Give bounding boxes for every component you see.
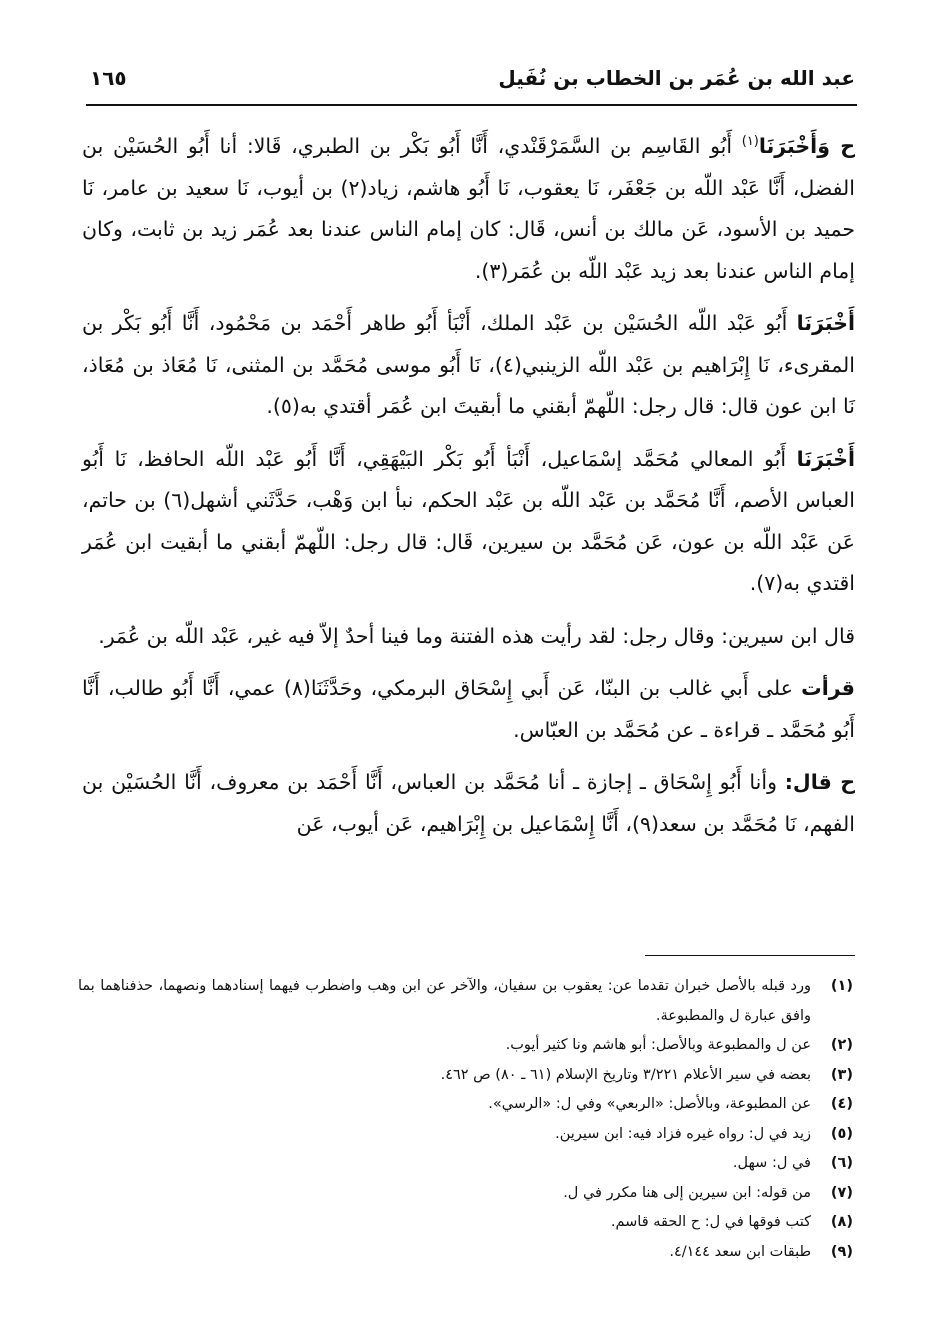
footnote-text: زيد في ل: رواه غيره فزاد فيه: ابن سيرين. bbox=[555, 1125, 811, 1142]
footnote bbox=[78, 1061, 853, 1091]
paragraph bbox=[82, 668, 855, 751]
paragraph bbox=[82, 303, 855, 428]
paragraph bbox=[82, 126, 855, 292]
footnote-number: (٤) bbox=[830, 1096, 853, 1112]
paragraph-text: وأنا أَبُو إِسْحَاق ـ إجازة ـ أنا مُحَمَّد بن العباس، أَنَّا أَحْمَد بن معروف، أَنَّا الحُسَيْن بن الفهم، نَا مُحَمَّد بن سعد(٩)، أَنَّا إِسْمَاعيل بن إِبْرَاهيم، عَن أيوب، عَن bbox=[82, 770, 855, 836]
footnote-text: كتب فوقها في ل: ح الحقه قاسم. bbox=[610, 1214, 811, 1230]
footnote-number: (٥) bbox=[830, 1125, 853, 1142]
footnote-number: (٣) bbox=[830, 1066, 853, 1083]
footnote bbox=[78, 1238, 853, 1268]
footnote-text: عن ل والمطبوعة وبالأصل: أبو هاشم ونا كثير أيوب. bbox=[505, 1037, 811, 1053]
footnote-separator bbox=[645, 955, 855, 956]
paragraph-text: على أَبي غالب بن البنّا، عَن أَبي إِسْحَاق البرمكي، وحَدَّثَنَا(٨) عمي، أَنَّا أَبُو طالب، أَنَّا أَبُو مُحَمَّد ـ قراءة ـ عن مُحَمَّد بن العبّاس. bbox=[82, 676, 855, 742]
footnote bbox=[78, 1179, 853, 1209]
footnote bbox=[78, 1208, 853, 1238]
footnotes bbox=[78, 972, 853, 1267]
paragraph bbox=[82, 616, 855, 658]
paragraph-text: قال ابن سيرين: وقال رجل: لقد رأيت هذه الفتنة وما فينا أحدٌ إلاّ فيه غير، عَبْد اللّه بن عُمَر. bbox=[98, 623, 855, 648]
footnote-number: (٧) bbox=[830, 1184, 853, 1201]
footnote-number: (٢) bbox=[830, 1037, 853, 1053]
footnote bbox=[78, 972, 853, 1031]
paragraph bbox=[82, 439, 855, 605]
running-title: عبد الله بن عُمَر بن الخطاب بن نُفَيل bbox=[498, 66, 855, 90]
footnote-ref[interactable]: (١) bbox=[741, 134, 759, 150]
page-number: ١٦٥ bbox=[90, 66, 127, 90]
footnote bbox=[78, 1031, 853, 1061]
footnote bbox=[78, 1120, 853, 1150]
footnote-text: عن المطبوعة، وبالأصل: «الربعي» وفي ل: «الرسي». bbox=[488, 1096, 811, 1112]
paragraph-text: أَبُو عَبْد اللّه الحُسَيْن بن عَبْد الملك، أَنْبَأ أَبُو طاهر أَحْمَد بن مَحْمُود، أَنَّا أَبُو بَكْر بن المقرىء، نَا إِبْرَاهيم بن عَبْد اللّه الزينبي(٤)، نَا أَبُو موسى مُحَمَّد بن المثنى، نَا مُعَاذ بن مُعَاذ، نَا ابن عون قال: قال رجل: اللّهمّ أبقني ما أبقيتَ ابن عُمَر أقتدي به(٥). bbox=[82, 311, 855, 418]
footnote-number: (٩) bbox=[830, 1243, 853, 1260]
paragraph-lead: ح وَأَخْبَرَنَا bbox=[758, 134, 855, 158]
footnote-text: طبقات ابن سعد ٤/١٤٤. bbox=[669, 1243, 811, 1260]
paragraph-lead: أَخْبَرَنَا bbox=[796, 311, 855, 335]
footnote-number: (٦) bbox=[830, 1155, 853, 1171]
paragraph-text: أَبُو المعالي مُحَمَّد إسْمَاعيل، أَنْبَأ أَبُو بَكْر البَيْهَقِي، أَنَّا أَبُو عَبْد اللّه الحافظ، نَا أَبُو العباس الأصم، أَنَّا مُحَمَّد بن عَبْد اللّه بن عَبْد الحكم، نبأ ابن وَهْب، حَدَّثَني أشهل(٦) بن حاتم، عَن عَبْد اللّه بن عون، عَن مُحَمَّد بن سيرين، قَال: قال رجل: اللّهمّ أبقني ما أبقيت ابن عُمَر اقتدي به(٧). bbox=[82, 446, 855, 595]
footnote-text: من قوله: ابن سيرين إلى هنا مكرر في ل. bbox=[563, 1184, 811, 1201]
footnote bbox=[78, 1090, 853, 1120]
paragraph-lead: أَخْبَرَنَا bbox=[796, 446, 855, 471]
paragraph-lead: ح قال: bbox=[784, 770, 855, 794]
footnote-text: في ل: سهل. bbox=[732, 1155, 811, 1171]
paragraph-text: أَبُو القَاسِم بن السَّمَرْقَنْدي، أَنَّا أَبُو بَكْر بن الطبري، قَالا: أنا أَبُو الحُسَيْن بن الفضل، أَنَّا عَبْد اللّه بن جَعْفَر، نَا يعقوب، نَا أَبُو هاشم، زياد(٢) بن أيوب، نَا سعيد بن عامر، نَا حميد بن الأسود، عَن مالك بن أنس، قَال: كان إمام الناس عندنا بعد عُمَر زيد بن ثابت، وكان إمام الناس عندنا بعد زيد عَبْد اللّه بن عُمَر(٣). bbox=[82, 134, 855, 283]
footnote-text: بعضه في سير الأعلام ٣/٢٢١ وتاريخ الإسلام (٦١ ـ ٨٠) ص ٤٦٢. bbox=[440, 1066, 811, 1083]
footnote-number: (١) bbox=[830, 978, 853, 994]
footnote bbox=[78, 1149, 853, 1179]
footnote-number: (٨) bbox=[830, 1214, 853, 1230]
main-text bbox=[82, 126, 855, 856]
paragraph-lead: قرأت bbox=[801, 676, 855, 700]
paragraph bbox=[82, 762, 855, 845]
footnote-text: ورد قبله بالأصل خبران تقدما عن: يعقوب بن سفيان، والآخر عن ابن وهب واضطرب فيهما إسنادهما ونصهما، حذفناهما بما وافق عبارة ل والمطبوعة. bbox=[78, 978, 811, 1024]
page-header bbox=[90, 66, 855, 100]
header-rule bbox=[86, 104, 857, 106]
